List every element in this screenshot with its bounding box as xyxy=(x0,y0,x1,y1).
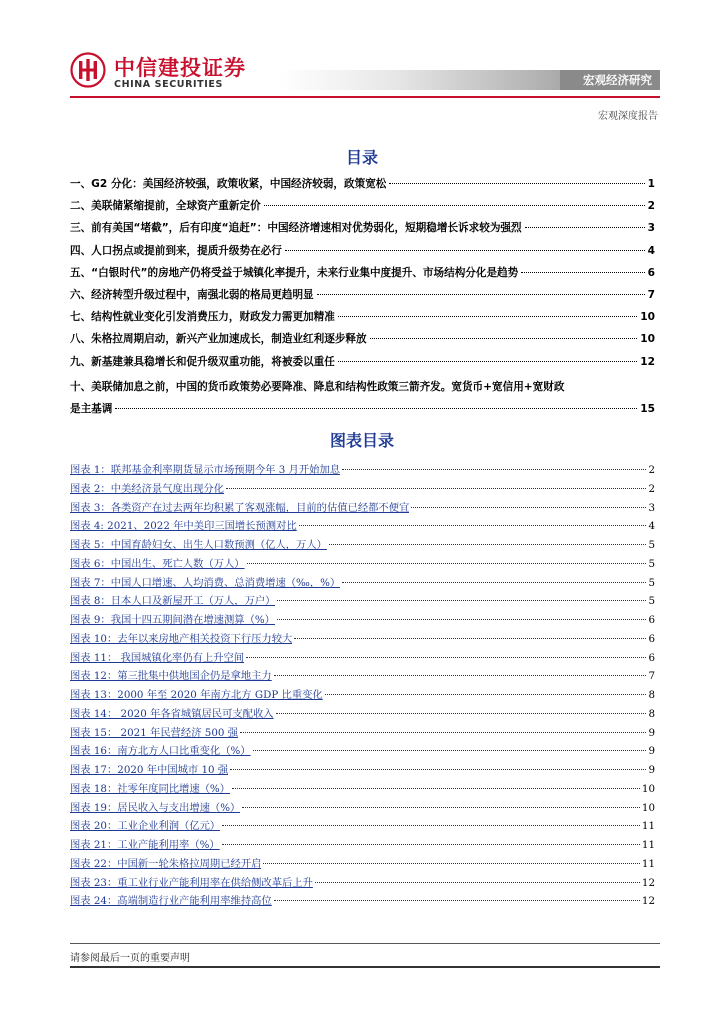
header-gradient-bar xyxy=(280,70,660,90)
figure-entry-link[interactable]: 图表 3：各类资产在过去两年均积累了客观涨幅，目前的估值已经都不便宜 xyxy=(70,501,410,514)
figure-entry[interactable] xyxy=(70,499,655,518)
figure-entry-link[interactable]: 图表 6：中国出生、死亡人数（万人） xyxy=(70,557,245,570)
figure-entry-page: 2 xyxy=(648,482,655,495)
figure-entry-link[interactable]: 图表 19：居民收入与支出增速（%） xyxy=(70,801,241,814)
figure-entry-link[interactable]: 图表 24：高端制造行业产能利用率维持高位 xyxy=(70,895,272,908)
leader-dots xyxy=(315,882,640,883)
figure-entry-link[interactable]: 图表 17：2020 年中国城市 10 强 xyxy=(70,764,229,776)
figure-entry-link[interactable]: 图表 20：工业企业利润（亿元） xyxy=(70,820,221,833)
figure-entry[interactable] xyxy=(70,517,655,536)
toc-entry-text: 五、“白银时代”的房地产仍将受益于城镇化率提升，未来行业集中度提升、市场结构分化是趋势 xyxy=(70,266,519,279)
toc-entry-text: 八、朱格拉周期启动，新兴产业加速成长，制造业红利逐步释放 xyxy=(70,333,367,346)
leader-dots xyxy=(276,713,647,714)
page-header xyxy=(70,48,660,96)
figure-entry-link[interactable]: 图表 4: 2021、2022 年中美印三国增长预测对比 xyxy=(70,520,297,533)
toc-entry-page: 1 xyxy=(647,178,655,190)
figure-entry[interactable] xyxy=(70,742,655,761)
toc-entry[interactable] xyxy=(70,265,655,287)
figure-entry-link[interactable]: 图表 11： 我国城镇化率仍有上升空间 xyxy=(70,651,245,664)
figure-entry[interactable] xyxy=(70,461,655,480)
figure-entry[interactable] xyxy=(70,611,655,630)
leader-dots xyxy=(285,250,645,251)
toc-entry-page: 10 xyxy=(640,333,655,346)
figure-entry-link[interactable]: 图表 1：联邦基金利率期货显示市场预期今年 3 月开始加息 xyxy=(70,464,341,476)
figure-entry-page: 5 xyxy=(648,539,655,551)
figure-entry-link[interactable]: 图表 9：我国十四五期间潜在增速测算（%） xyxy=(70,614,275,626)
leader-dots xyxy=(222,844,640,845)
leader-dots xyxy=(232,788,640,789)
toc-entry[interactable] xyxy=(70,331,655,353)
figure-entry-page: 6 xyxy=(648,651,655,664)
figure-entry-page: 2 xyxy=(648,464,655,476)
figure-entry[interactable] xyxy=(70,799,655,818)
figure-entry[interactable] xyxy=(70,874,655,893)
toc-entry-page: 10 xyxy=(640,311,655,324)
figure-entry-link[interactable]: 图表 21：工业产能利用率（%） xyxy=(70,839,220,851)
toc-entry-text: 四、人口拐点或提前到来，提质升级势在必行 xyxy=(70,244,282,257)
figure-entry-link[interactable]: 图表 7：中国人口增速、人均消费、总消费增速（‰，%） xyxy=(70,576,341,589)
toc-entry[interactable] xyxy=(70,176,655,198)
figure-entry-page: 5 xyxy=(648,576,655,589)
toc-entry-text: 一、G2 分化：美国经济较强，政策收紧，中国经济较弱，政策宽松 xyxy=(70,178,387,190)
figure-entry[interactable] xyxy=(70,630,655,649)
figure-entry[interactable] xyxy=(70,686,655,705)
figure-entry[interactable] xyxy=(70,780,655,799)
figure-entry[interactable] xyxy=(70,667,655,686)
figure-entry-page: 5 xyxy=(648,595,655,608)
toc-entry-page: 15 xyxy=(640,402,655,415)
figure-entry-page: 6 xyxy=(648,614,655,626)
toc-entry[interactable] xyxy=(70,354,655,376)
leader-dots xyxy=(242,807,640,808)
toc-entry-page: 7 xyxy=(647,288,655,301)
leader-dots xyxy=(389,183,644,184)
leader-dots xyxy=(277,619,646,620)
figure-entry-link[interactable]: 图表 14： 2020 年各省城镇居民可支配收入 xyxy=(70,707,274,720)
figure-entry[interactable] xyxy=(70,592,655,611)
leader-dots xyxy=(338,361,637,362)
figure-entry-link[interactable]: 图表 10：去年以来房地产相关投资下行压力较大 xyxy=(70,632,293,645)
figure-entry-page: 3 xyxy=(648,501,655,514)
figure-entry-page: 10 xyxy=(641,801,655,814)
figure-entry-page: 9 xyxy=(648,726,655,739)
figure-entry-page: 11 xyxy=(641,857,655,870)
toc-entry-page: 3 xyxy=(647,222,655,235)
leader-dots xyxy=(325,694,647,695)
toc-entry[interactable] xyxy=(70,243,655,265)
toc-entry-page: 6 xyxy=(647,266,655,279)
toc-entry[interactable] xyxy=(70,220,655,242)
figure-entry-link[interactable]: 图表 22：中国新一轮朱格拉周期已经开启 xyxy=(70,857,262,870)
footer-disclaimer: 请参阅最后一页的重要声明 xyxy=(70,953,190,964)
leader-dots xyxy=(329,544,646,545)
leader-dots xyxy=(226,488,646,489)
figure-entry[interactable] xyxy=(70,555,655,574)
leader-dots xyxy=(274,900,640,901)
figure-entry-page: 12 xyxy=(641,895,655,908)
footer-divider xyxy=(70,943,660,944)
toc-entry-text: 十、美联储加息之前，中国的货币政策势必要降准、降息和结构性政策三箭齐发。宽货币+宽信用+宽财政 xyxy=(70,380,565,393)
figures-heading: 图表目录 xyxy=(329,431,394,450)
figure-entry[interactable] xyxy=(70,892,655,911)
leader-dots xyxy=(338,316,637,317)
figure-entry-page: 11 xyxy=(641,839,655,851)
leader-dots xyxy=(246,657,646,658)
list-of-figures xyxy=(70,461,655,911)
table-of-contents xyxy=(70,176,655,420)
leader-dots xyxy=(264,205,645,206)
leader-dots xyxy=(370,338,638,339)
figure-entry-link[interactable]: 图表 23：重工业行业产能利用率在供给侧改革后上升 xyxy=(70,876,313,889)
figure-entry-page: 12 xyxy=(641,876,655,889)
figure-entry-link[interactable]: 图表 16：南方北方人口比重变化（%） xyxy=(70,745,251,758)
toc-heading: 目录 xyxy=(345,148,378,167)
toc-entry[interactable] xyxy=(70,287,655,309)
leader-dots xyxy=(115,408,637,409)
figure-entry-page: 9 xyxy=(648,745,655,758)
figure-entry[interactable] xyxy=(70,724,655,743)
toc-entry-text-continued: 是主基调 xyxy=(70,402,113,415)
figure-entry-link[interactable]: 图表 15： 2021 年民营经济 500 强 xyxy=(70,726,238,739)
leader-dots xyxy=(299,525,647,526)
figure-entry-page: 10 xyxy=(641,782,655,795)
figure-entry-link[interactable]: 图表 18：社零年度同比增速（%） xyxy=(70,782,231,795)
figure-entry-link[interactable]: 图表 8：日本人口及新屋开工（万人，万户） xyxy=(70,595,276,608)
figure-entry[interactable] xyxy=(70,817,655,836)
figure-entry-page: 8 xyxy=(648,689,655,701)
china-securities-logo-icon xyxy=(70,52,106,88)
leader-dots xyxy=(274,675,647,676)
figure-entry-page: 8 xyxy=(648,707,655,720)
leader-dots xyxy=(317,294,645,295)
figure-entry-page: 4 xyxy=(648,520,655,533)
figure-entry[interactable] xyxy=(70,705,655,724)
toc-entry-page: 2 xyxy=(647,200,655,213)
toc-entry-text: 九、新基建兼具稳增长和促升级双重功能，将被委以重任 xyxy=(70,355,335,368)
figure-entry[interactable] xyxy=(70,649,655,668)
figure-entry[interactable] xyxy=(70,536,655,555)
figure-entry-link[interactable]: 图表 12：第三批集中供地国企仍是拿地主力 xyxy=(70,670,272,683)
logo-english-name: CHINA SECURITIES xyxy=(114,79,223,90)
figure-entry-page: 9 xyxy=(648,764,655,776)
toc-entry-text: 六、经济转型升级过程中，南强北弱的格局更趋明显 xyxy=(70,288,314,301)
leader-dots xyxy=(263,863,639,864)
leader-dots xyxy=(277,600,646,601)
leader-dots xyxy=(525,227,645,228)
figure-entry-page: 5 xyxy=(648,557,655,570)
figure-entry[interactable] xyxy=(70,855,655,874)
toc-entry-page: 12 xyxy=(640,355,655,368)
leader-dots xyxy=(230,769,646,770)
leader-dots xyxy=(247,563,647,564)
figure-entry[interactable] xyxy=(70,761,655,780)
figure-entry-page: 7 xyxy=(648,670,655,683)
toc-entry[interactable] xyxy=(70,376,655,420)
footer-bar xyxy=(70,966,660,968)
figure-entry-page: 11 xyxy=(641,820,655,833)
leader-dots xyxy=(342,469,646,470)
toc-entry-page: 4 xyxy=(647,244,655,257)
toc-entry[interactable] xyxy=(70,198,655,220)
toc-entry-text: 三、前有美国“堵截”，后有印度“追赶”：中国经济增速相对优势弱化，短期稳增长诉求较为强烈 xyxy=(70,222,522,235)
logo-chinese-name: 中信建投证券 xyxy=(114,56,246,80)
header-divider xyxy=(70,96,660,98)
toc-entry[interactable] xyxy=(70,309,655,331)
toc-entry-text: 二、美联储紧缩提前，全球资产重新定价 xyxy=(70,200,261,213)
section-title: 宏观经济研究 xyxy=(583,73,652,87)
leader-dots xyxy=(411,507,646,508)
figure-entry[interactable] xyxy=(70,836,655,855)
leader-dots xyxy=(342,582,646,583)
leader-dots xyxy=(521,272,644,273)
figure-entry-page: 6 xyxy=(648,632,655,645)
leader-dots xyxy=(240,732,646,733)
figure-entry-link[interactable]: 图表 13：2000 年至 2020 年南方北方 GDP 比重变化 xyxy=(70,689,323,701)
figure-entry-link[interactable]: 图表 2：中美经济景气度出现分化 xyxy=(70,482,224,495)
toc-entry-text: 七、结构性就业变化引发消费压力，财政发力需更加精准 xyxy=(70,311,335,324)
figure-entry[interactable] xyxy=(70,574,655,593)
figure-entry-link[interactable]: 图表 5：中国育龄妇女、出生人口数预测（亿人，万人） xyxy=(70,539,327,551)
leader-dots xyxy=(222,825,640,826)
figure-entry[interactable] xyxy=(70,480,655,499)
report-type-label: 宏观深度报告 xyxy=(598,111,658,122)
leader-dots xyxy=(253,750,647,751)
leader-dots xyxy=(294,638,646,639)
